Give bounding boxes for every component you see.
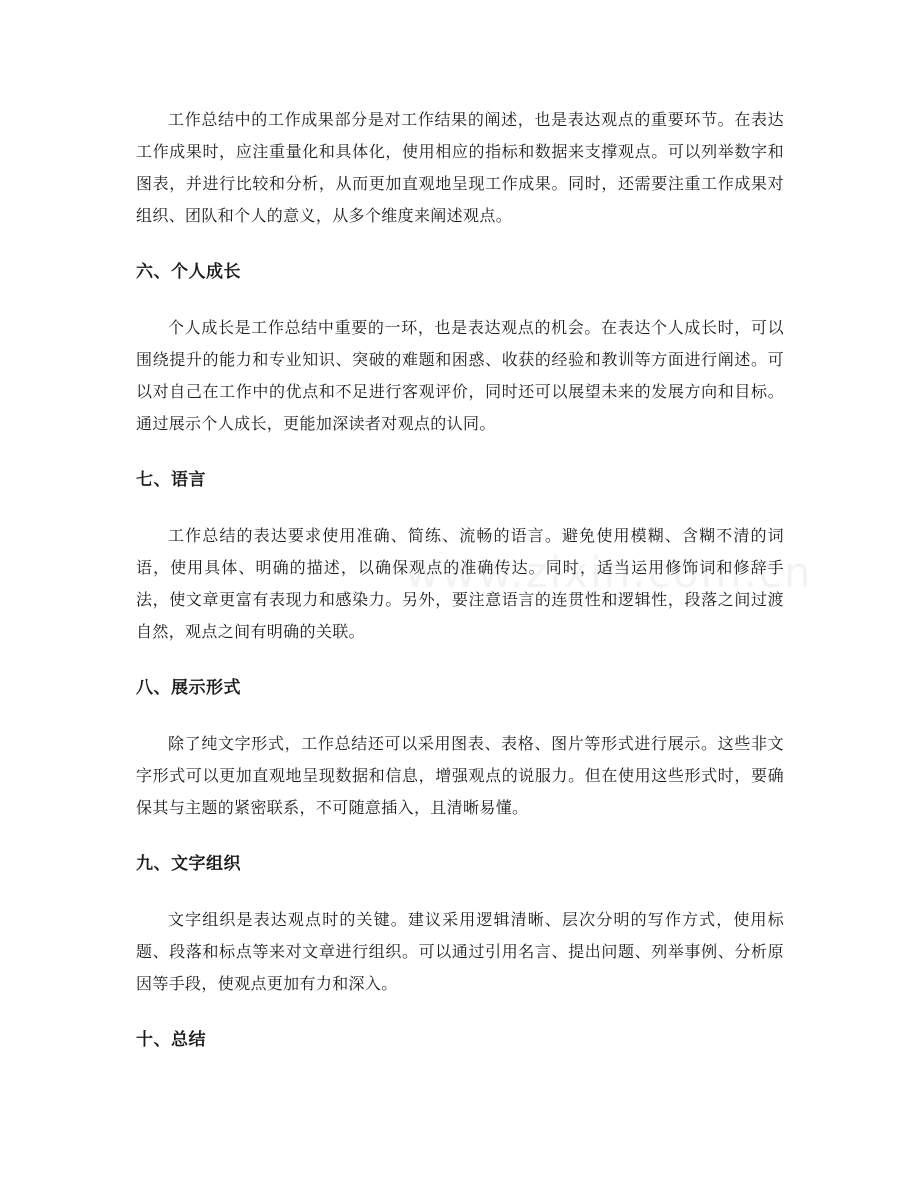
section-heading-language: 七、语言 bbox=[136, 470, 206, 490]
section-paragraph-language: 工作总结的表达要求使用准确、简练、流畅的语言。避免使用模糊、含糊不清的词语，使用具体、明确的描述，以确保观点的准确传达。同时，适当运用修饰词和修辞手法，使文章更富有表现力和感染力。另外，要注意语言的连贯性和逻辑性，段落之间过渡自然，观点之间有明确的关联。 bbox=[136, 526, 784, 641]
section-paragraph-presentation-form: 除了纯文字形式，工作总结还可以采用图表、表格、图片等形式进行展示。这些非文字形式可以更加直观地呈现数据和信息，增强观点的说服力。但在使用这些形式时，要确保其与主题的紧密联系，不可随意插入，且清晰易懂。 bbox=[136, 734, 784, 817]
section-heading-presentation-form: 八、展示形式 bbox=[136, 678, 241, 698]
section-heading-personal-growth: 六、个人成长 bbox=[136, 262, 241, 282]
document-body bbox=[136, 104, 784, 1056]
section-heading-text-organization: 九、文字组织 bbox=[136, 854, 241, 874]
section-paragraph-text-organization: 文字组织是表达观点时的关键。建议采用逻辑清晰、层次分明的写作方式，使用标题、段落和标点等来对文章进行组织。可以通过引用名言、提出问题、列举事例、分析原因等手段，使观点更加有力和深入。 bbox=[136, 910, 784, 993]
intro-paragraph: 工作总结中的工作成果部分是对工作结果的阐述，也是表达观点的重要环节。在表达工作成果时，应注重量化和具体化，使用相应的指标和数据来支撑观点。可以列举数字和图表，并进行比较和分析，从而更加直观地呈现工作成果。同时，还需要注重工作成果对组织、团队和个人的意义，从多个维度来阐述观点。 bbox=[136, 110, 784, 225]
section-heading-summary: 十、总结 bbox=[136, 1030, 206, 1050]
section-paragraph-personal-growth: 个人成长是工作总结中重要的一环，也是表达观点的机会。在表达个人成长时，可以围绕提升的能力和专业知识、突破的难题和困惑、收获的经验和教训等方面进行阐述。可以对自己在工作中的优点和不足进行客观评价，同时还可以展望未来的发展方向和目标。通过展示个人成长，更能加深读者对观点的认同。 bbox=[136, 318, 784, 433]
